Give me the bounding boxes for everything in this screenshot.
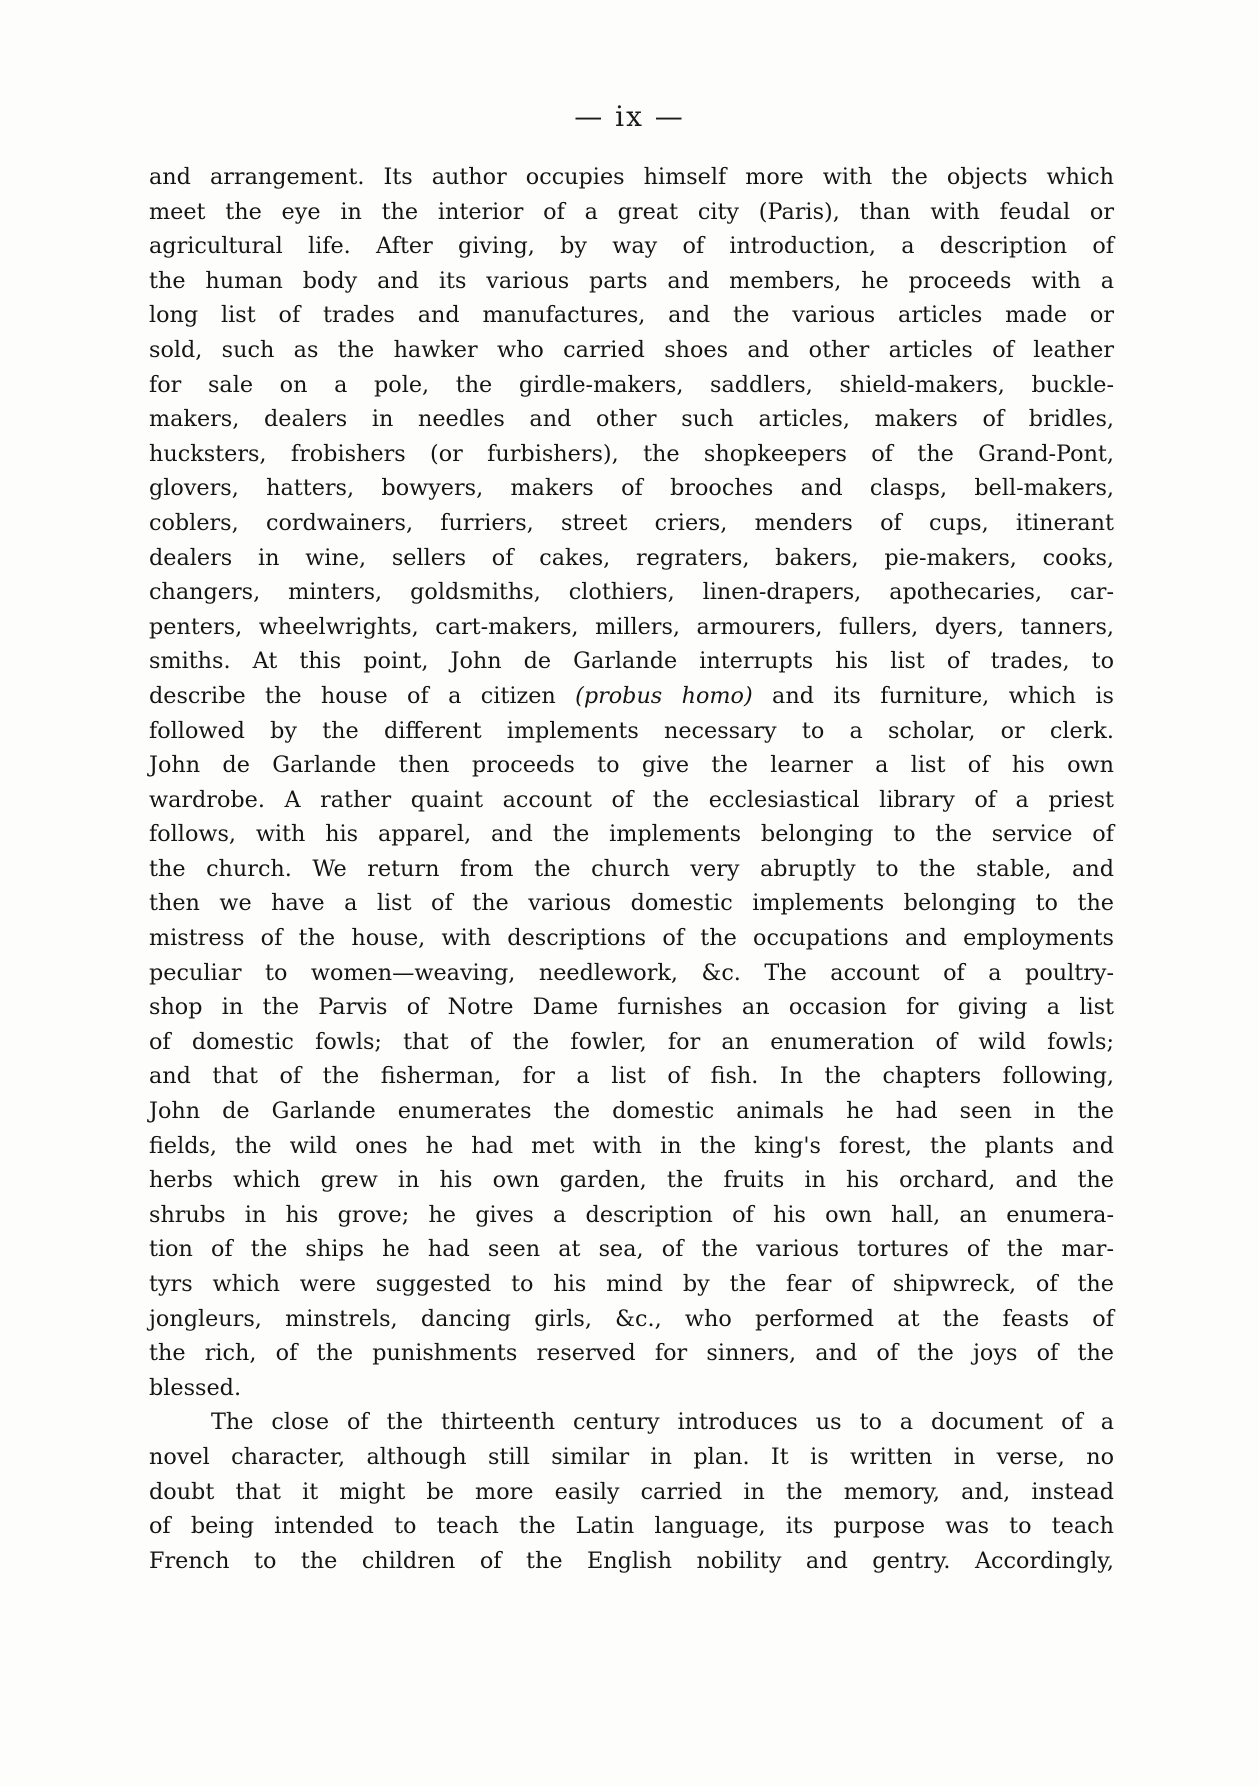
page-number: — ix —: [574, 100, 685, 133]
text-span: describe the house of a citizen: [149, 682, 576, 709]
text-line: the human body and its various parts and members, he proceeds with a: [149, 267, 1114, 294]
text-line: the rich, of the punishments reserved for sinners, and of the joys of the: [149, 1340, 1114, 1367]
text-line: shrubs in his grove; he gives a description of his own hall, an enumera-: [149, 1201, 1114, 1228]
body-text: [149, 160, 1114, 1578]
text-line: for sale on a pole, the girdle-makers, saddlers, shield-makers, buckle-: [149, 371, 1114, 398]
text-line: agricultural life. After giving, by way of introduction, a description of: [149, 233, 1114, 260]
text-line: French to the children of the English nobility and gentry. Accordingly,: [149, 1547, 1114, 1574]
text-line: and that of the fisherman, for a list of fish. In the chapters following,: [149, 1063, 1114, 1090]
text-line: tyrs which were suggested to his mind by the fear of shipwreck, of the: [149, 1271, 1114, 1297]
text-line: follows, with his apparel, and the implements belonging to the service of: [149, 821, 1114, 848]
text-line: novel character, although still similar in plan. It is written in verse, no: [149, 1443, 1114, 1470]
text-line: followed by the different implements necessary to a scholar, or clerk.: [149, 717, 1114, 744]
text-line: penters, wheelwrights, cart-makers, millers, armourers, fullers, dyers, tanners,: [149, 613, 1114, 640]
text-line: glovers, hatters, bowyers, makers of brooches and clasps, bell-makers,: [149, 475, 1114, 502]
text-line: smiths. At this point, John de Garlande interrupts his list of trades, to: [149, 648, 1114, 675]
text-line: sold, such as the hawker who carried shoes and other articles of leather: [149, 336, 1114, 363]
text-line: dealers in wine, sellers of cakes, regraters, bakers, pie-makers, cooks,: [149, 544, 1114, 571]
text-line: long list of trades and manufactures, and the various articles made or: [149, 302, 1114, 329]
paragraph-1: [149, 160, 1114, 1405]
text-line: shop in the Parvis of Notre Dame furnishes an occasion for giving a list: [149, 994, 1114, 1021]
paragraph-2: [149, 1405, 1114, 1578]
text-line: coblers, cordwainers, furriers, street criers, menders of cups, itinerant: [149, 509, 1114, 536]
text-line: of domestic fowls; that of the fowler, for an enumeration of wild fowls;: [149, 1028, 1114, 1055]
text-line: of being intended to teach the Latin language, its purpose was to teach: [149, 1513, 1114, 1540]
text-line: and arrangement. Its author occupies himself more with the objects which: [149, 164, 1114, 190]
text-line-with-italic: [149, 679, 1114, 714]
text-line: peculiar to women—weaving, needlework, &c. The account of a poultry-: [149, 959, 1114, 986]
text-line: meet the eye in the interior of a great city (Paris), than with feudal or: [149, 198, 1114, 225]
text-line: wardrobe. A rather quaint account of the ecclesiastical library of a priest: [149, 786, 1114, 813]
text-line: tion of the ships he had seen at sea, of the various tortures of the mar-: [149, 1236, 1114, 1263]
text-line: herbs which grew in his own garden, the fruits in his orchard, and the: [149, 1167, 1114, 1194]
text-line: blessed.: [149, 1374, 242, 1401]
text-line: then we have a list of the various domestic implements belonging to the: [149, 890, 1114, 917]
text-line: fields, the wild ones he had met with in the king's forest, the plants and: [149, 1132, 1114, 1159]
text-line: John de Garlande enumerates the domestic animals he had seen in the: [149, 1098, 1114, 1125]
text-line: John de Garlande then proceeds to give the learner a list of his own: [149, 752, 1114, 779]
text-line: changers, minters, goldsmiths, clothiers, linen-drapers, apothecaries, car-: [149, 579, 1114, 606]
text-line: the church. We return from the church very abruptly to the stable, and: [149, 855, 1114, 882]
text-line: hucksters, frobishers (or furbishers), the shopkeepers of the Grand-Pont,: [149, 440, 1114, 467]
text-line: The close of the thirteenth century introduces us to a document of a: [211, 1409, 1114, 1436]
text-line: doubt that it might be more easily carried in the memory, and, instead: [149, 1478, 1114, 1505]
italic-phrase: (probus homo): [575, 682, 753, 709]
text-line: mistress of the house, with descriptions of the occupations and employments: [149, 925, 1114, 952]
text-line: makers, dealers in needles and other such articles, makers of bridles,: [149, 406, 1114, 433]
text-line: jongleurs, minstrels, dancing girls, &c., who performed at the feasts of: [149, 1305, 1114, 1332]
text-span: and its furniture, which is: [752, 682, 1114, 709]
